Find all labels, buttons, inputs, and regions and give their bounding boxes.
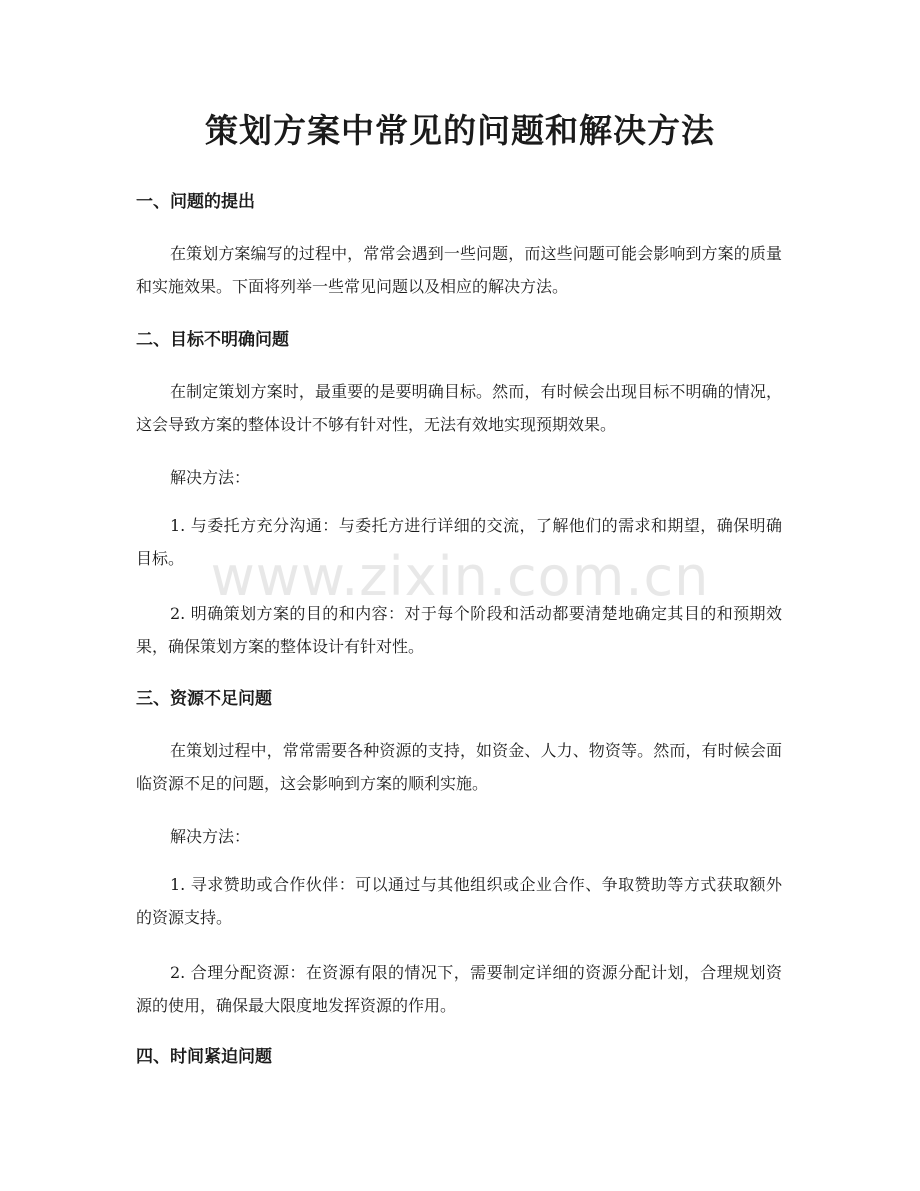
section-3-paragraph-3: 1. 寻求赞助或合作伙伴：可以通过与其他组织或企业合作、争取赞助等方式获取额外的资源支持。 [136,875,782,927]
section-2-paragraph-4: 2. 明确策划方案的目的和内容：对于每个阶段和活动都要清楚地确定其目的和预期效果，确保策划方案的整体设计有针对性。 [136,604,782,656]
section-heading-2: 二、目标不明确问题 [136,330,289,350]
section-heading-3: 三、资源不足问题 [136,689,272,709]
section-2-paragraph-2: 解决方法： [170,468,251,487]
section-1-paragraph-1: 在策划方案编写的过程中，常常会遇到一些问题，而这些问题可能会影响到方案的质量和实施效果。下面将列举一些常见问题以及相应的解决方法。 [136,244,782,296]
section-2-paragraph-1: 在制定策划方案时，最重要的是要明确目标。然而，有时候会出现目标不明确的情况，这会导致方案的整体设计不够有针对性，无法有效地实现预期效果。 [136,382,782,434]
document-title: 策划方案中常见的问题和解决方法 [205,111,715,150]
section-3-paragraph-1: 在策划过程中，常常需要各种资源的支持，如资金、人力、物资等。然而，有时候会面临资源不足的问题，这会影响到方案的顺利实施。 [136,741,782,793]
watermark: www.zixin.com.cn [210,545,710,608]
section-heading-4: 四、时间紧迫问题 [136,1047,272,1067]
section-3-paragraph-2: 解决方法： [170,827,251,846]
section-2-paragraph-3: 1. 与委托方充分沟通：与委托方进行详细的交流，了解他们的需求和期望，确保明确目标。 [136,516,782,568]
section-heading-1: 一、问题的提出 [136,192,255,212]
section-3-paragraph-4: 2. 合理分配资源：在资源有限的情况下，需要制定详细的资源分配计划，合理规划资源的使用，确保最大限度地发挥资源的作用。 [136,963,782,1015]
